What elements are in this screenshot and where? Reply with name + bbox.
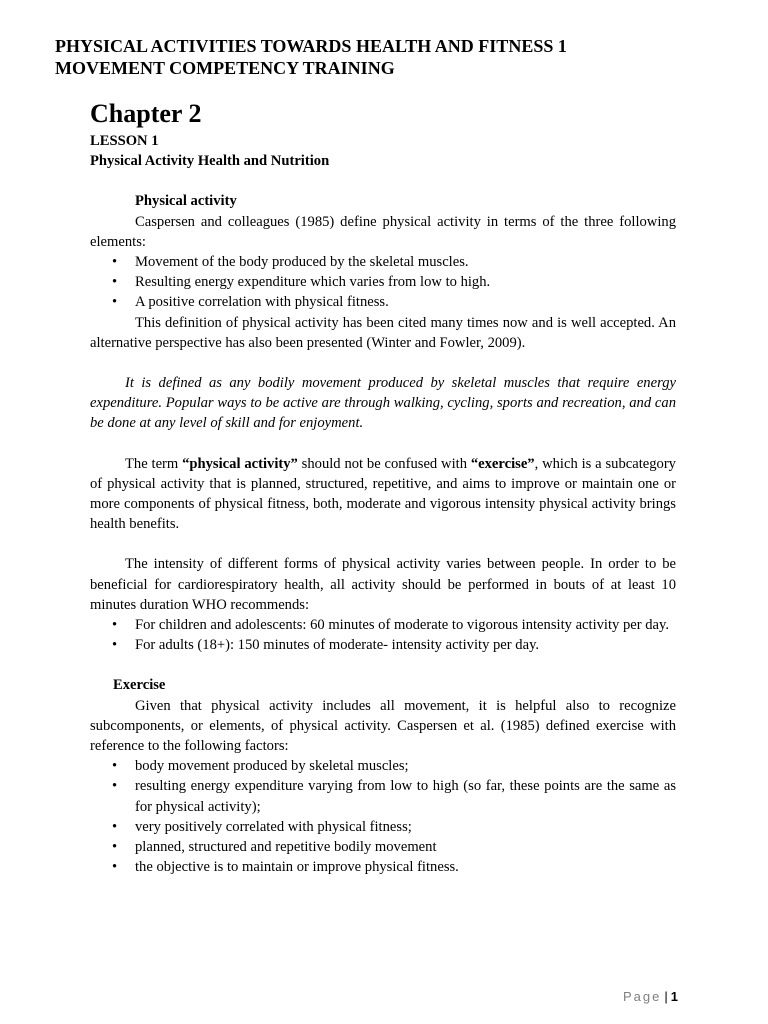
page-footer [623, 989, 678, 1004]
list-item-text: Resulting energy expenditure which varies from low to high. [135, 274, 491, 291]
paragraph-intro: Caspersen and colleagues (1985) define physical activity in terms of the three following elements: [90, 213, 676, 250]
section-heading-exercise: Exercise [113, 677, 166, 694]
list-item [90, 817, 676, 837]
paragraph-italic-definition: It is defined as any bodily movement produced by skeletal muscles that require energy expenditure. Popular ways to be active are through walking, cycling, sports and recreation, and can be done at any level of skill and for enjoyment. [90, 375, 676, 432]
document-body [90, 98, 676, 878]
list-item-text: A positive correlation with physical fitness. [135, 294, 389, 311]
list-item [90, 857, 676, 877]
chapter-title: Chapter 2 [90, 99, 202, 128]
bullet-list-elements [90, 252, 676, 313]
list-item-text: resulting energy expenditure varying from low to high (so far, these points are the same as for physical activity); [135, 778, 676, 815]
paragraph-intensity: The intensity of different forms of physical activity varies between people. In order to be beneficial for cardiorespiratory health, all activity should be performed in bouts of at least 10 minutes duration WHO recommends: [90, 556, 676, 613]
list-item [90, 837, 676, 857]
bullet-icon: • [112, 818, 118, 835]
bold-term-physical-activity: “physical activity” [182, 455, 298, 472]
paragraph-term-exercise [90, 454, 676, 535]
list-item [90, 252, 676, 272]
page-number: 1 [670, 989, 678, 1004]
bullet-list-who [90, 615, 676, 655]
bullet-icon: • [112, 758, 118, 775]
page-separator: | [664, 989, 668, 1004]
bullet-icon: • [112, 637, 118, 654]
list-item-text: very positively correlated with physical fitness; [135, 818, 412, 835]
bullet-icon: • [112, 617, 118, 634]
lesson-title: Physical Activity Health and Nutrition [90, 153, 330, 170]
list-item [90, 615, 676, 635]
bullet-icon: • [112, 778, 118, 795]
list-item-text: body movement produced by skeletal muscles; [135, 758, 409, 775]
paragraph-exercise-intro: Given that physical activity includes all movement, it is helpful also to recognize subcomponents, or elements, of physical activity. Caspersen et al. (1985) defined exercise with reference to the following factors: [90, 697, 676, 755]
list-item [90, 776, 676, 816]
text-run: , which is a subcategory of physical activity that is planned, structured, repetitive, and aims to improve or maintain one or more components of physical fitness, both, moderate and vigorous intensity physical activity brings health benefits. [90, 455, 676, 533]
list-item-text: For children and adolescents: 60 minutes of moderate to vigorous intensity activity per day. [135, 617, 670, 634]
list-item [90, 756, 676, 776]
paragraph-definition-cited: This definition of physical activity has been cited many times now and is well accepted. An alternative perspective has also been presented (Winter and Fowler, 2009). [90, 314, 676, 351]
bold-term-exercise: “exercise” [470, 455, 535, 472]
list-item [90, 292, 676, 312]
text-run: The term [125, 455, 183, 472]
header-title-line-1: PHYSICAL ACTIVITIES TOWARDS HEALTH AND FITNESS 1 [55, 36, 567, 56]
bullet-icon: • [112, 254, 118, 271]
page-header [55, 35, 715, 79]
page-label: Page [623, 989, 662, 1004]
list-item [90, 272, 676, 292]
bullet-icon: • [112, 294, 118, 311]
lesson-label: LESSON 1 [90, 133, 159, 149]
text-run: should not be confused with [297, 455, 471, 472]
bullet-icon: • [112, 839, 118, 856]
section-heading-physical-activity: Physical activity [135, 193, 237, 210]
list-item-text: Movement of the body produced by the skeletal muscles. [135, 254, 469, 271]
bullet-list-exercise-factors [90, 756, 676, 877]
bullet-icon: • [112, 859, 118, 876]
list-item-text: For adults (18+): 150 minutes of moderate- intensity activity per day. [135, 637, 540, 654]
bullet-icon: • [112, 274, 118, 291]
list-item-text: planned, structured and repetitive bodily movement [135, 839, 437, 856]
list-item [90, 635, 676, 655]
header-title-line-2: MOVEMENT COMPETENCY TRAINING [55, 58, 395, 78]
list-item-text: the objective is to maintain or improve physical fitness. [135, 859, 459, 876]
